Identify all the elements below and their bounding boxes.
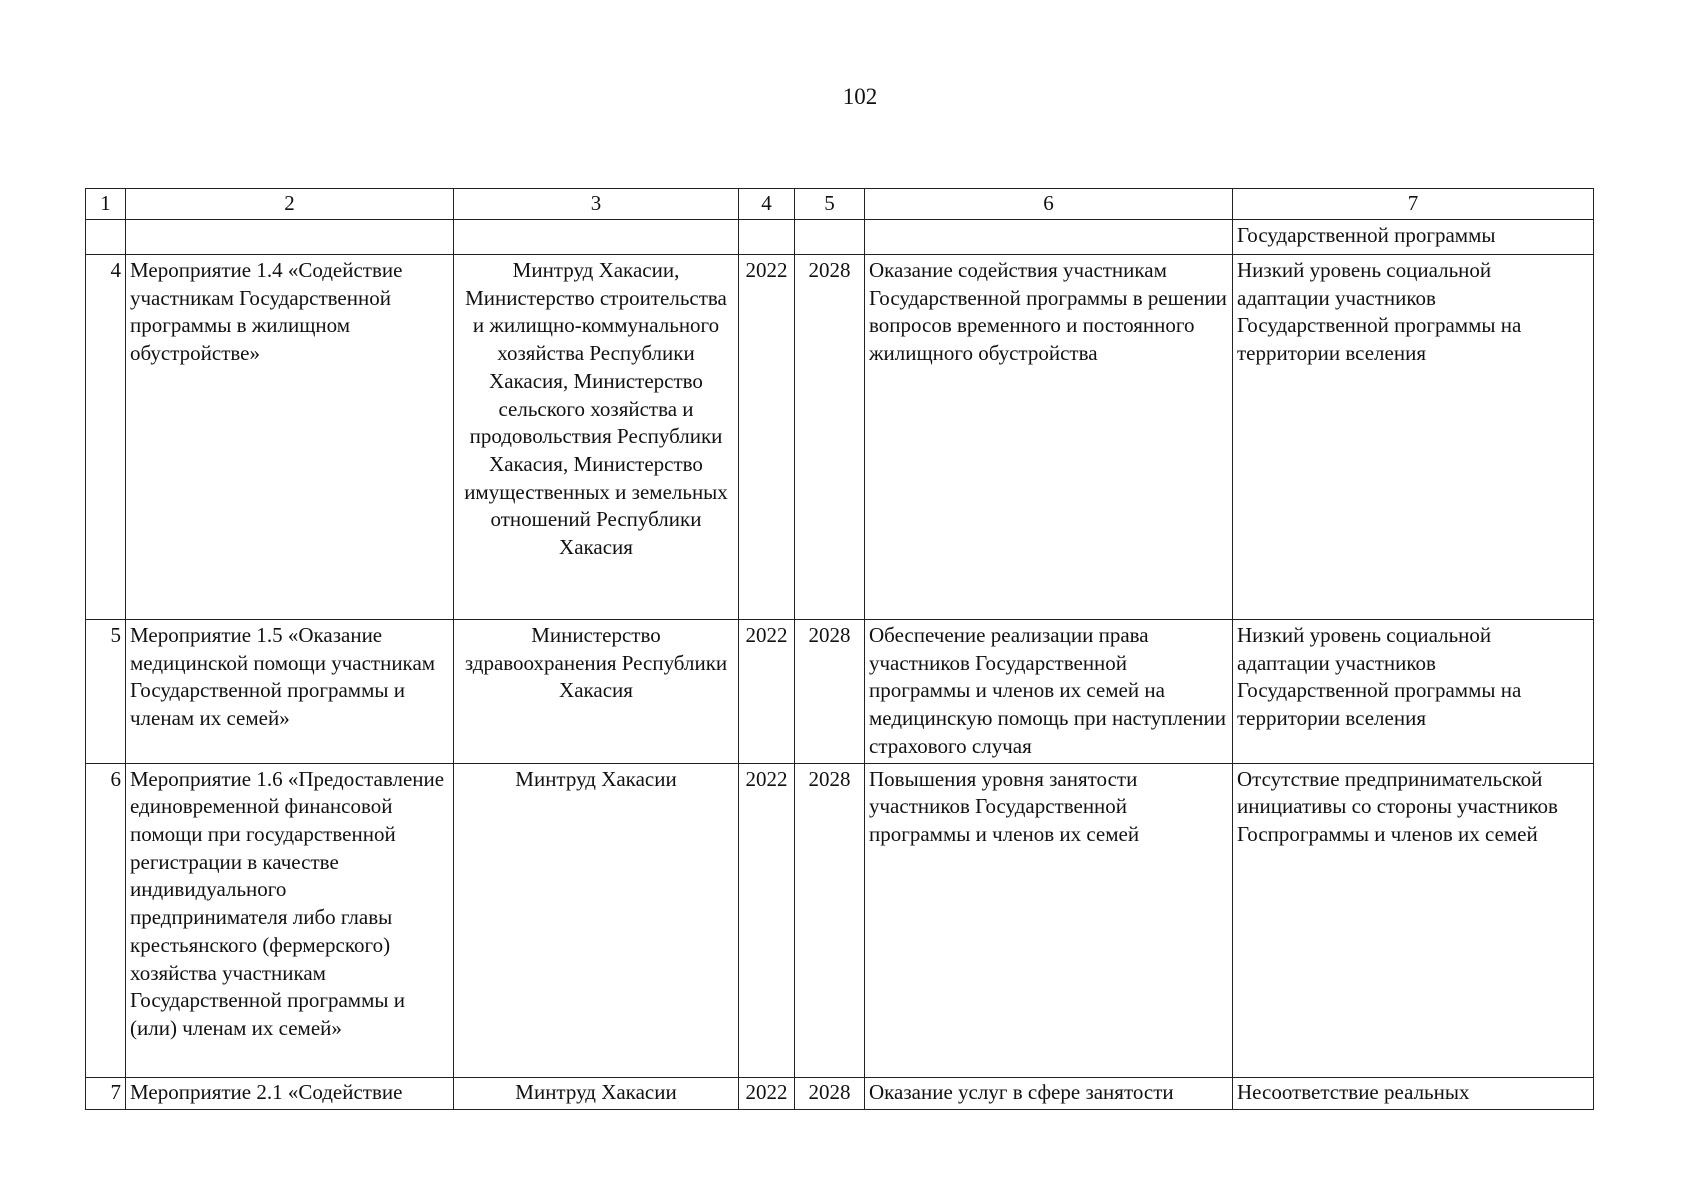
table-cell (454, 220, 739, 255)
program-events-table (85, 188, 1594, 1110)
table-continuation-row (86, 220, 1594, 255)
executor-cell: Минтруд Хакасии, Министерство строительства и жилищно-коммунального хозяйства Республики Хакасия, Министерство сельского хозяйства и продовольствия Республики Хакасия, Министерство имущественных и земельных отношений Республики Хакасия (454, 255, 739, 620)
event-cell: Мероприятие 1.5 «Оказание медицинской помощи участникам Государственной программы и членам их семей» (126, 620, 454, 764)
start-year-cell: 2022 (739, 620, 795, 764)
event-cell: Мероприятие 2.1 «Содействие (126, 1077, 454, 1109)
start-year-cell: 2022 (739, 1077, 795, 1109)
risk-cell: Низкий уровень социальной адаптации участников Государственной программы на территории вселения (1233, 255, 1594, 620)
header-cell: 3 (454, 189, 739, 220)
header-cell: 2 (126, 189, 454, 220)
table-row (86, 1077, 1594, 1109)
result-cell: Оказание услуг в сфере занятости (865, 1077, 1233, 1109)
start-year-cell: 2022 (739, 255, 795, 620)
table-row (86, 620, 1594, 764)
page-number: 102 (842, 84, 878, 109)
executor-cell: Минтруд Хакасии (454, 1077, 739, 1109)
table-cell (739, 220, 795, 255)
end-year-cell: 2028 (795, 620, 865, 764)
table-cell (865, 220, 1233, 255)
executor-cell: Министерство здравоохранения Республики Хакасия (454, 620, 739, 764)
result-cell: Обеспечение реализации права участников Государственной программы и членов их семей на медицинскую помощь при наступлении страхового случая (865, 620, 1233, 764)
start-year-cell: 2022 (739, 763, 795, 1077)
row-number-cell: 6 (86, 763, 126, 1077)
header-cell: 4 (739, 189, 795, 220)
result-cell: Повышения уровня занятости участников Государственной программы и членов их семей (865, 763, 1233, 1077)
risk-cell: Низкий уровень социальной адаптации участников Государственной программы на территории вселения (1233, 620, 1594, 764)
header-cell: 7 (1233, 189, 1594, 220)
row-number-cell: 7 (86, 1077, 126, 1109)
header-cell: 5 (795, 189, 865, 220)
risk-cell: Государственной программы (1233, 220, 1594, 255)
table-header-row (86, 189, 1594, 220)
risk-cell: Несоответствие реальных (1233, 1077, 1594, 1109)
end-year-cell: 2028 (795, 763, 865, 1077)
event-cell: Мероприятие 1.6 «Предоставление единовременной финансовой помощи при государственной регистрации в качестве индивидуального предпринимателя либо главы крестьянского (фермерского) хозяйства участникам Государственной программы и (или) членам их семей» (126, 763, 454, 1077)
header-cell: 1 (86, 189, 126, 220)
end-year-cell: 2028 (795, 255, 865, 620)
table-row (86, 763, 1594, 1077)
table-row (86, 255, 1594, 620)
table-cell (795, 220, 865, 255)
table-cell (86, 220, 126, 255)
risk-cell: Отсутствие предпринимательской инициативы со стороны участников Госпрограммы и членов их семей (1233, 763, 1594, 1077)
result-cell: Оказание содействия участникам Государственной программы в решении вопросов временного и постоянного жилищного обустройства (865, 255, 1233, 620)
end-year-cell: 2028 (795, 1077, 865, 1109)
table-cell (126, 220, 454, 255)
header-cell: 6 (865, 189, 1233, 220)
event-cell: Мероприятие 1.4 «Содействие участникам Государственной программы в жилищном обустройстве» (126, 255, 454, 620)
executor-cell: Минтруд Хакасии (454, 763, 739, 1077)
row-number-cell: 5 (86, 620, 126, 764)
row-number-cell: 4 (86, 255, 126, 620)
